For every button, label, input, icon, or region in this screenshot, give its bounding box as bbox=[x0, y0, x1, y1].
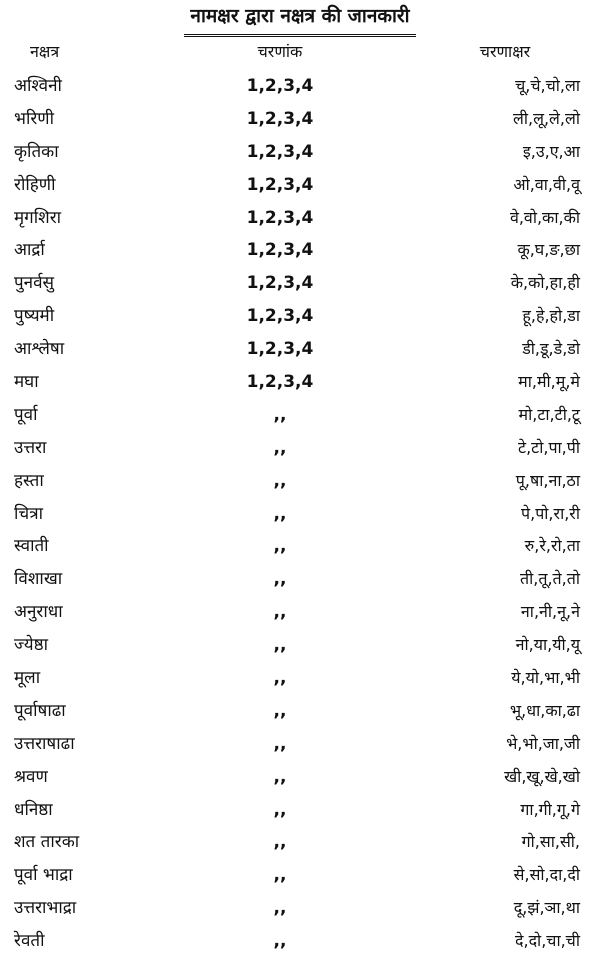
pada-syllables: दे,दो,चा,ची bbox=[514, 931, 580, 951]
pada-numbers: 1,2,3,4 bbox=[246, 174, 314, 195]
table-row bbox=[0, 300, 600, 333]
table-row bbox=[0, 70, 600, 103]
pada-syllables: ओ,वा,वी,वू bbox=[513, 174, 580, 194]
table-row bbox=[0, 596, 600, 629]
nakshatra-name: ज्येष्ठा bbox=[14, 635, 48, 656]
nakshatra-name: उत्तराषाढा bbox=[14, 733, 75, 754]
pada-numbers: 1,2,3,4 bbox=[246, 372, 314, 393]
nakshatra-name: पुष्यमी bbox=[14, 306, 55, 327]
pada-syllables: डी,डू,डे,डो bbox=[522, 339, 580, 359]
nakshatra-name: शत तारका bbox=[14, 832, 80, 853]
nakshatra-name: मूला bbox=[14, 668, 41, 689]
pada-numbers: ,, bbox=[273, 931, 287, 952]
table-row bbox=[0, 563, 600, 596]
header-nakshatra: नक्षत्र bbox=[30, 42, 60, 61]
table-row bbox=[0, 695, 600, 728]
pada-syllables: दू,झं,ञा,था bbox=[513, 898, 580, 918]
nakshatra-name: विशाखा bbox=[14, 569, 63, 590]
table-row bbox=[0, 432, 600, 465]
nakshatra-name: मृगशिरा bbox=[14, 207, 62, 228]
nakshatra-name: उत्तराभाद्रा bbox=[14, 898, 77, 919]
nakshatra-name: रोहिणी bbox=[14, 174, 56, 195]
pada-numbers: ,, bbox=[273, 766, 287, 787]
table-row bbox=[0, 234, 600, 267]
pada-numbers: ,, bbox=[273, 832, 287, 853]
pada-syllables: टे,टो,पा,पी bbox=[518, 437, 580, 457]
pada-syllables: के,को,हा,ही bbox=[510, 273, 580, 293]
pada-syllables: वे,वो,का,की bbox=[509, 207, 580, 227]
table-row bbox=[0, 366, 600, 399]
header-pada: चरणांक bbox=[257, 42, 303, 61]
table-row bbox=[0, 826, 600, 859]
nakshatra-table bbox=[0, 70, 600, 958]
nakshatra-name: अनुराधा bbox=[14, 602, 63, 623]
pada-numbers: 1,2,3,4 bbox=[246, 339, 314, 360]
nakshatra-name: चित्रा bbox=[14, 503, 43, 524]
pada-syllables: गा,गी,गू,गे bbox=[520, 799, 580, 819]
pada-syllables: ती,तू,ते,तो bbox=[519, 569, 580, 589]
pada-syllables: गो,सा,सी, bbox=[521, 832, 580, 852]
pada-syllables: नो,या,यी,यू bbox=[515, 635, 580, 655]
pada-numbers: ,, bbox=[273, 700, 287, 721]
pada-syllables: कू,घ,ङ,छा bbox=[517, 240, 580, 260]
pada-numbers: ,, bbox=[273, 668, 287, 689]
pada-syllables: खी,खू,खे,खो bbox=[504, 766, 580, 786]
nakshatra-name: मघा bbox=[14, 372, 39, 393]
pada-numbers: ,, bbox=[273, 569, 287, 590]
table-row bbox=[0, 498, 600, 531]
pada-numbers: 1,2,3,4 bbox=[246, 141, 314, 162]
pada-syllables: ये,यो,भा,भी bbox=[511, 668, 580, 688]
nakshatra-name: धनिष्ठा bbox=[14, 799, 53, 820]
table-row bbox=[0, 530, 600, 563]
pada-syllables: ली,लू,ले,लो bbox=[513, 108, 580, 128]
pada-numbers: ,, bbox=[273, 536, 287, 557]
pada-numbers: 1,2,3,4 bbox=[246, 240, 314, 261]
pada-numbers: 1,2,3,4 bbox=[246, 273, 314, 294]
pada-syllables: मा,मी,मू,मे bbox=[518, 372, 580, 392]
nakshatra-name: आश्लेषा bbox=[14, 339, 65, 360]
pada-syllables: से,सो,दा,दी bbox=[513, 865, 580, 885]
pada-numbers: ,, bbox=[273, 470, 287, 491]
pada-syllables: ना,नी,नू,ने bbox=[520, 602, 580, 622]
nakshatra-name: रेवती bbox=[14, 931, 45, 952]
pada-syllables: हू,हे,हो,डा bbox=[522, 306, 580, 326]
nakshatra-name: पूर्वा भाद्रा bbox=[14, 865, 73, 886]
pada-syllables: पू,षा,ना,ठा bbox=[515, 470, 580, 490]
nakshatra-name: पुनर्वसु bbox=[14, 273, 55, 294]
pada-numbers: ,, bbox=[273, 503, 287, 524]
pada-numbers: ,, bbox=[273, 898, 287, 919]
pada-numbers: 1,2,3,4 bbox=[246, 108, 314, 129]
pada-numbers: ,, bbox=[273, 404, 287, 425]
title-block bbox=[0, 2, 600, 37]
table-row bbox=[0, 662, 600, 695]
table-row bbox=[0, 136, 600, 169]
table-row bbox=[0, 925, 600, 958]
pada-numbers: ,, bbox=[273, 602, 287, 623]
pada-syllables: रु,रे,रो,ता bbox=[524, 536, 580, 556]
nakshatra-name: हस्ता bbox=[14, 470, 44, 491]
page-title: नामक्षर द्वारा नक्षत्र की जानकारी bbox=[184, 2, 415, 37]
pada-numbers: ,, bbox=[273, 635, 287, 656]
table-row bbox=[0, 169, 600, 202]
table-row bbox=[0, 465, 600, 498]
table-row bbox=[0, 267, 600, 300]
pada-syllables: भे,भो,जा,जी bbox=[506, 733, 580, 753]
table-row bbox=[0, 892, 600, 925]
pada-numbers: ,, bbox=[273, 865, 287, 886]
pada-syllables: इ,उ,ए,आ bbox=[522, 141, 580, 161]
table-header bbox=[0, 40, 600, 66]
nakshatra-name: भरिणी bbox=[14, 108, 55, 129]
header-syllables: चरणाक्षर bbox=[479, 42, 531, 61]
nakshatra-name: आर्द्रा bbox=[14, 240, 45, 261]
nakshatra-name: अश्विनी bbox=[14, 76, 62, 96]
nakshatra-name: पूर्वा bbox=[14, 404, 38, 425]
table-row bbox=[0, 333, 600, 366]
table-row bbox=[0, 399, 600, 432]
table-row bbox=[0, 103, 600, 136]
pada-syllables: चू,चे,चो,ला bbox=[515, 76, 580, 95]
nakshatra-name: कृतिका bbox=[14, 141, 59, 162]
table-row bbox=[0, 629, 600, 662]
pada-numbers: 1,2,3,4 bbox=[246, 306, 314, 327]
table-row bbox=[0, 794, 600, 827]
pada-numbers: ,, bbox=[273, 733, 287, 754]
table-row bbox=[0, 859, 600, 892]
nakshatra-name: पूर्वाषाढा bbox=[14, 700, 66, 721]
table-row bbox=[0, 202, 600, 235]
table-row bbox=[0, 728, 600, 761]
pada-syllables: भू,धा,का,ढा bbox=[509, 700, 580, 720]
nakshatra-name: स्वाती bbox=[14, 536, 49, 557]
pada-numbers: ,, bbox=[273, 799, 287, 820]
nakshatra-name: उत्तरा bbox=[14, 437, 47, 458]
pada-numbers: 1,2,3,4 bbox=[246, 76, 314, 96]
pada-syllables: पे,पो,रा,री bbox=[521, 503, 580, 523]
table-row bbox=[0, 761, 600, 794]
pada-numbers: ,, bbox=[273, 437, 287, 458]
pada-syllables: मो,टा,टी,टू bbox=[518, 404, 580, 424]
nakshatra-name: श्रवण bbox=[14, 766, 48, 787]
pada-numbers: 1,2,3,4 bbox=[246, 207, 314, 228]
